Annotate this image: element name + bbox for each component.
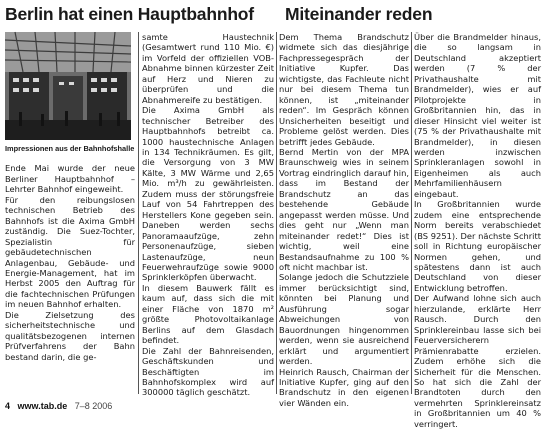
website-link[interactable]: www.tab.de [17,401,68,411]
column-divider [138,32,139,394]
paragraph: Dem Thema Brandschutz widmete sich das diesjährige Fachpressegespräch der Initiative Kupfer. Das wichtigste, das Fachleute nicht nur bei diesem Thema tun können, ist „miteinander reden“. Im Gespräch können Unsicherheiten beseitigt und Probleme gelöst werden. Dies betrifft jedes Gebäude. [279,32,409,147]
column-1 [5,32,135,362]
photo-caption: Impressionen aus der Bahnhofshalle [5,144,135,153]
column-3 [279,32,409,408]
issue-label: 7–8 2006 [74,401,113,411]
paragraph: Heinrich Rausch, Chairman der Initiative Kupfer, ging auf den Brandschutz in den eigenen vier Wänden ein. [279,366,409,408]
paragraph: Die Axima GmbH als technischer Betreiber des Hauptbahnhofs betreibt ca. 1000 haustechnische Anlagen in 134 Technikräumen. Es gilt, die Versorgung von 3 MW Kälte, 3 MW Wärme und 2,65 Mio. m³/h zu gewährleisten. Zudem muss der störungsfreie Lauf von 54 Fahrtreppen des Herstellers Kone gegeben sein. Daneben werden sechs Panoramaaufzüge, zehn Personenaufzüge, sieben Lastenaufzüge, neun Feuerwehraufzüge sowie 9000 Sprinklerköpfen überwacht. [142,105,274,283]
column-divider [411,32,412,394]
paragraph: Über die Brandmelder hinaus, die so langsam in Deutschland akzeptiert werden (7 % der Privathaushalte mit Brandmelder), wies er auf Pilotprojekte in Großbritannien hin, das in dieser Hinsicht viel weiter ist (75 % der Privathaushalte mit Brandmelder), in diesen werden inzwischen Sprinkleranlagen sowohl in Eigenheimen als auch Mehrfamilienhäusern eingebaut. [414,32,541,199]
paragraph: Die Zahl der Bahnreisenden, Geschäftskunden und Beschäftigten im Bahnhofskomplex wird auf 300000 täglich geschätzt. [142,345,274,398]
paragraph: In Großbritannien wurde zudem eine entsprechende Norm bereits verabschiedet (BS 9251). Der nächste Schritt soll in Richtung europäischer Normen gehen, und spätestens dann ist auch Deutschland von dieser Entwicklung betroffen. [414,199,541,293]
paragraph: samte Haustechnik (Gesamtwert rund 110 Mio. €) im Vorfeld der offiziellen VOB-Abnahme binnen kürzester Zeit auf Herz und Nieren zu überprüfen und die Abnahmereife zu bestätigen. [142,32,274,105]
station-hall-photo [5,32,131,140]
paragraph: Bernd Mertin von der MPA Braunschweig wies in seinem Vortrag eindringlich darauf hin, dass im Bestand der Brandschutz an das bestehende Gebäude angepasst werden müsse. Und dies geht nur „Wenn man miteinander redet!“ Dies ist wichtig, weil eine Bestandsaufnahme zu 100 % oft nicht machbar ist. [279,146,409,272]
column-2 [142,32,274,398]
paragraph: Solange jedoch die Schutzziele immer berücksichtigt sind, könnten bei Planung und Ausführung sogar Abweichungen von Bauordnungen hingenommen werden, wenn sie ausreichend erklärt und argumentiert werden. [279,272,409,367]
paragraph: Der Aufwand lohne sich auch hierzulande, erklärte Herr Rausch. Durch den Sprinklereinbau lasse sich bei Feuerversicherern Prämienrabatte erzielen. Zudem erhöhe sich die Sicherheit für die Menschen. So hat sich die Zahl der Brandtoten durch den vermehrten Sprinklereinsatz in Großbritannien um 40 % verringert. [414,293,541,429]
headline-miteinander-reden: Miteinander reden [285,4,433,24]
column-divider [276,32,277,394]
paragraph: Die Zielsetzung des sicherheitstechnische und qualitätsbezogenen internen Prüfverfahrens der Bahn bestand darin, die ge- [5,309,135,362]
column-4 [414,32,541,429]
paragraph: Ende Mai wurde der neue Berliner Hauptbahnhof – Lehrter Bahnhof eingeweiht. [5,163,135,195]
headline-hauptbahnhof: Berlin hat einen Hauptbahnhof [5,4,254,24]
page-number: 4 [5,401,11,411]
page-footer [5,401,112,411]
paragraph: Für den reibungslosen technischen Betrieb des Bahnhofs ist die Axima GmbH zuständig. Die Suez-Tochter, Spezialistin für gebäudetechnischen Anlagenbau, Gebäude- und Energie-Management, hat im Herbst 2005 den Auftrag für die fachtechnischen Prüfungen im neuen Bahnhof erhalten. [5,194,135,310]
station-hall-image [5,32,131,140]
paragraph: In diesem Bauwerk fällt es kaum auf, dass sich die mit einer Fläche von 1870 m² größte Photovoltaikanlage Berlins auf dem Glasdach befindet. [142,282,274,346]
